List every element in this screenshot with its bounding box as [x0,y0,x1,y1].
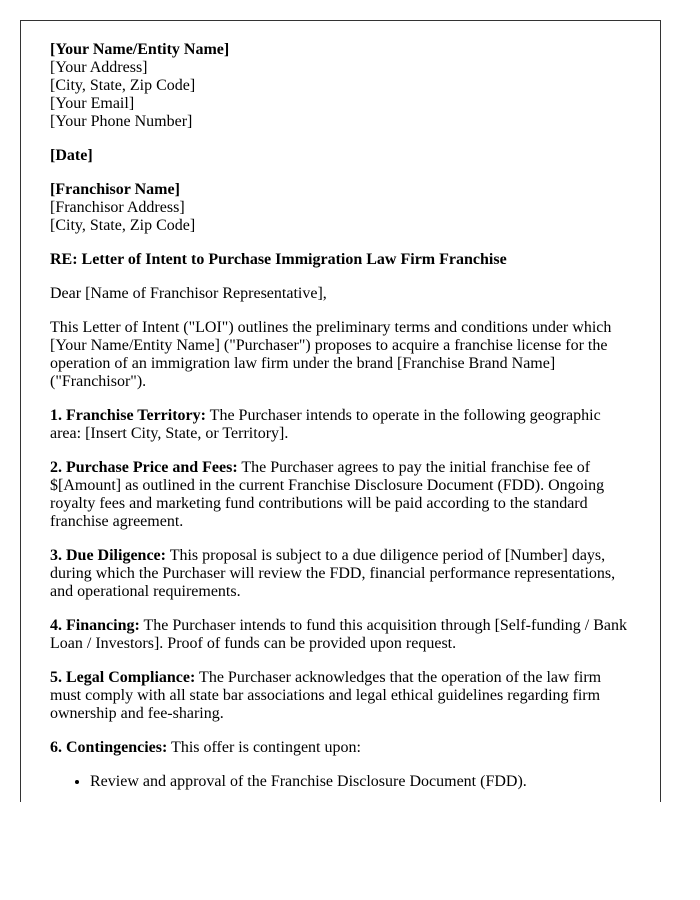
section-body: This proposal is subject to a due diligence period of [Number] days, during which the Purchaser will review the FDD, financial performance representations, and operational requirements. [50,547,616,600]
section-heading: 6. Contingencies: [50,739,168,756]
section-heading: 2. Purchase Price and Fees: [50,459,238,476]
section-heading: 1. Franchise Territory: [50,407,206,424]
section-purchase-price [50,459,631,531]
recipient-address: [Franchisor Address] [50,199,185,216]
sender-phone: [Your Phone Number] [50,113,193,130]
section-body: The Purchaser intends to fund this acquisition through [Self-funding / Bank Loan / Investors]. Proof of funds can be provided upon request. [50,617,627,652]
section-heading: 4. Financing: [50,617,140,634]
letter-date: [Date] [50,147,93,164]
date-block [50,147,631,165]
recipient-city-state-zip: [City, State, Zip Code] [50,217,196,234]
section-financing [50,617,631,653]
section-heading: 5. Legal Compliance: [50,669,196,686]
section-body: This offer is contingent upon: [167,739,361,756]
section-body: The Purchaser agrees to pay the initial franchise fee of $[Amount] as outlined in the current Franchise Disclosure Document (FDD). Ongoing royalty fees and marketing fund contributions will be paid according to the standard franchise agreement. [50,459,605,530]
recipient-name: [Franchisor Name] [50,181,180,198]
section-due-diligence [50,547,631,601]
recipient-block [50,181,631,235]
section-heading: 3. Due Diligence: [50,547,166,564]
sender-address: [Your Address] [50,59,148,76]
salutation: Dear [Name of Franchisor Representative], [50,285,327,302]
section-body: The Purchaser intends to operate in the following geographic area: [Insert City, State, or Territory]. [50,407,601,442]
section-body: The Purchaser acknowledges that the operation of the law firm must comply with all state bar associations and legal ethical guidelines regarding firm ownership and fee-sharing. [50,669,602,722]
sender-block [50,41,631,131]
subject-line: RE: Letter of Intent to Purchase Immigration Law Firm Franchise [50,251,507,268]
section-legal-compliance [50,669,631,723]
letter-page [20,20,661,802]
contingency-item: • Review and approval of the Franchise Disclosure Document (FDD). [90,773,631,791]
sender-name: [Your Name/Entity Name] [50,41,230,58]
sender-city-state-zip: [City, State, Zip Code] [50,77,196,94]
section-contingencies [50,739,631,757]
section-franchise-territory [50,407,631,443]
intro-paragraph: This Letter of Intent ("LOI") outlines the preliminary terms and conditions under which [Your Name/Entity Name] ("Purchaser") proposes to acquire a franchise license for the operation of an immigration law firm under the brand [Franchise Brand Name] ("Franchisor"). [50,319,612,390]
sender-email: [Your Email] [50,95,135,112]
contingencies-list [50,773,631,791]
